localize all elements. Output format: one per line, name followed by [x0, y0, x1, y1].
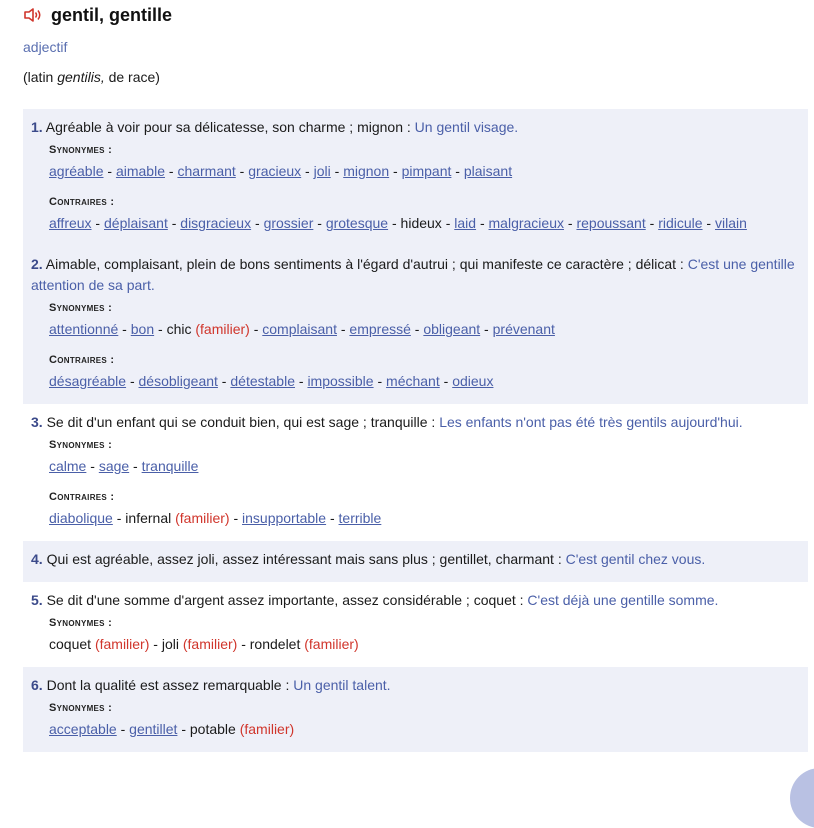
synonyms-label: Synonymes :: [49, 617, 113, 629]
word-link[interactable]: acceptable: [49, 721, 117, 737]
word-link[interactable]: vilain: [715, 215, 747, 231]
definition-example: Un gentil talent.: [293, 677, 391, 693]
familiar-tag: (familier): [182, 636, 238, 652]
etymology-prefix: (latin: [23, 69, 58, 85]
word-separator: -: [118, 321, 131, 337]
definition-item: [23, 404, 808, 541]
synonyms-label: Synonymes :: [49, 702, 113, 714]
related-words: [31, 613, 800, 655]
word-link[interactable]: malgracieux: [488, 215, 564, 231]
word-separator: -: [251, 215, 264, 231]
definition-body: Qui est agréable, assez joli, assez intéressant mais sans plus ; gentillet, charmant :: [42, 551, 566, 567]
word-separator: -: [702, 215, 715, 231]
word-link[interactable]: disgracieux: [180, 215, 252, 231]
definition-text: [31, 590, 800, 611]
definition-number: 2.: [31, 256, 43, 272]
word-link[interactable]: sage: [98, 458, 130, 474]
word-link[interactable]: repoussant: [576, 215, 646, 231]
word-separator: -: [480, 321, 493, 337]
word-link[interactable]: agréable: [49, 163, 104, 179]
etymology: [23, 66, 808, 88]
definition-example: Les enfants n'ont pas été très gentils aujourd'hui.: [439, 414, 743, 430]
word-separator: -: [439, 373, 453, 389]
definition-item: [23, 541, 808, 582]
word-separator: -: [167, 215, 181, 231]
word-link[interactable]: déplaisant: [104, 215, 168, 231]
word-link[interactable]: ridicule: [658, 215, 703, 231]
familiar-tag: (familier): [175, 510, 230, 526]
word-link[interactable]: grotesque: [325, 215, 389, 231]
synonyms-label: Synonymes :: [49, 302, 113, 314]
word-link[interactable]: obligeant: [423, 321, 481, 337]
word-separator: -: [294, 373, 308, 389]
word-separator: -: [249, 321, 263, 337]
word-separator: -: [235, 163, 249, 179]
word-link[interactable]: laid: [454, 215, 477, 231]
definition-text: [31, 254, 800, 296]
word-separator: -: [91, 215, 104, 231]
word-text: rondelet: [249, 636, 301, 652]
word-separator: -: [564, 215, 577, 231]
word-link[interactable]: désobligeant: [138, 373, 218, 389]
word-link[interactable]: attentionné: [49, 321, 119, 337]
familiar-tag: (familier): [239, 721, 295, 737]
definition-number: 3.: [31, 414, 43, 430]
word-text: infernal: [125, 510, 172, 526]
word-separator: -: [389, 163, 402, 179]
word-separator: -: [388, 215, 401, 231]
antonyms-list: [49, 213, 800, 234]
familiar-tag: (familier): [304, 636, 359, 652]
word-link[interactable]: charmant: [177, 163, 236, 179]
definition-example: Un gentil visage.: [414, 119, 519, 135]
word-link[interactable]: insupportable: [242, 510, 327, 526]
synonyms-label: Synonymes :: [49, 144, 113, 156]
definition-item: [23, 246, 808, 404]
word-link[interactable]: empressé: [349, 321, 411, 337]
speaker-icon[interactable]: [23, 7, 43, 23]
word-separator: -: [313, 215, 326, 231]
related-words: [31, 298, 800, 392]
synonyms-list: [49, 719, 800, 740]
word-separator: -: [129, 458, 142, 474]
word-link[interactable]: pimpant: [401, 163, 452, 179]
definition-text: [31, 412, 800, 433]
headword: gentil, gentille: [51, 4, 173, 25]
word-separator: -: [149, 636, 162, 652]
word-separator: -: [154, 321, 167, 337]
word-link[interactable]: grossier: [263, 215, 314, 231]
word-separator: -: [217, 373, 231, 389]
word-link[interactable]: aimable: [115, 163, 165, 179]
word-separator: -: [441, 215, 455, 231]
word-separator: -: [645, 215, 659, 231]
word-link[interactable]: gentillet: [129, 721, 178, 737]
synonyms-label: Synonymes :: [49, 439, 113, 451]
word-link[interactable]: mignon: [343, 163, 390, 179]
definition-body: Se dit d'un enfant qui se conduit bien, qui est sage ; tranquille :: [42, 414, 440, 430]
definitions-list: [23, 109, 808, 752]
definition-number: 6.: [31, 677, 43, 693]
word-text: potable: [189, 721, 236, 737]
antonyms-label: Contraires :: [49, 354, 115, 366]
definition-body: Dont la qualité est assez remarquable :: [42, 677, 294, 693]
word-link[interactable]: prévenant: [492, 321, 555, 337]
familiar-tag: (familier): [195, 321, 250, 337]
word-link[interactable]: méchant: [386, 373, 440, 389]
word-link[interactable]: complaisant: [262, 321, 337, 337]
definition-number: 4.: [31, 551, 43, 567]
etymology-suffix: de race): [104, 69, 160, 85]
word-separator: -: [177, 721, 190, 737]
antonyms-list: [49, 508, 800, 529]
entry-header: [23, 0, 808, 30]
definition-item: [23, 667, 808, 752]
antonyms-list: [49, 371, 800, 392]
definition-example: C'est une gentille attention de sa part.: [31, 256, 795, 293]
definition-body: Se dit d'une somme d'argent assez importante, assez considérable ; coquet :: [42, 592, 528, 608]
floating-action-button[interactable]: [790, 768, 814, 828]
word-link[interactable]: détestable: [230, 373, 295, 389]
definition-text: [31, 549, 800, 570]
word-link[interactable]: désagréable: [49, 373, 127, 389]
definition-example: C'est déjà une gentille somme.: [527, 592, 719, 608]
etymology-term: gentilis,: [57, 69, 105, 85]
synonyms-list: [49, 456, 800, 477]
word-separator: -: [86, 458, 99, 474]
word-text: joli: [161, 636, 179, 652]
word-separator: -: [476, 215, 489, 231]
word-text: chic: [166, 321, 192, 337]
word-separator: -: [330, 163, 344, 179]
related-words: [31, 140, 800, 234]
word-separator: -: [326, 510, 339, 526]
related-words: [31, 698, 800, 740]
word-link[interactable]: calme: [49, 458, 87, 474]
word-separator: -: [451, 163, 464, 179]
synonyms-list: [49, 634, 800, 655]
definition-number: 5.: [31, 592, 43, 608]
definition-text: [31, 675, 800, 696]
word-separator: -: [237, 636, 250, 652]
part-of-speech: adjectif: [23, 39, 68, 55]
word-text: hideux: [400, 215, 442, 231]
word-separator: -: [373, 373, 387, 389]
definition-item: [23, 582, 808, 667]
word-separator: -: [336, 321, 350, 337]
word-separator: -: [301, 163, 314, 179]
word-separator: -: [229, 510, 243, 526]
word-text: coquet: [49, 636, 92, 652]
word-link[interactable]: diabolique: [49, 510, 113, 526]
word-separator: -: [103, 163, 116, 179]
definition-number: 1.: [31, 119, 43, 135]
word-link[interactable]: terrible: [338, 510, 382, 526]
related-words: [31, 435, 800, 529]
definition-body: Agréable à voir pour sa délicatesse, son charme ; mignon :: [42, 119, 415, 135]
word-separator: -: [410, 321, 424, 337]
word-link[interactable]: impossible: [307, 373, 374, 389]
word-link[interactable]: bon: [130, 321, 155, 337]
antonyms-label: Contraires :: [49, 196, 115, 208]
word-separator: -: [164, 163, 178, 179]
definition-item: [23, 109, 808, 246]
definition-body: Aimable, complaisant, plein de bons sentiments à l'égard d'autrui ; qui manifeste ce caractère ; délicat :: [42, 256, 688, 272]
word-link[interactable]: plaisant: [463, 163, 513, 179]
synonyms-list: [49, 319, 800, 340]
synonyms-list: [49, 161, 800, 182]
familiar-tag: (familier): [94, 636, 150, 652]
word-link[interactable]: odieux: [452, 373, 494, 389]
definition-text: [31, 117, 800, 138]
word-link[interactable]: tranquille: [141, 458, 199, 474]
word-link[interactable]: affreux: [49, 215, 92, 231]
definition-example: C'est gentil chez vous.: [565, 551, 706, 567]
word-link[interactable]: gracieux: [248, 163, 302, 179]
antonyms-label: Contraires :: [49, 491, 115, 503]
word-link[interactable]: joli: [313, 163, 331, 179]
word-separator: -: [126, 373, 139, 389]
word-separator: -: [116, 721, 130, 737]
word-separator: -: [112, 510, 126, 526]
